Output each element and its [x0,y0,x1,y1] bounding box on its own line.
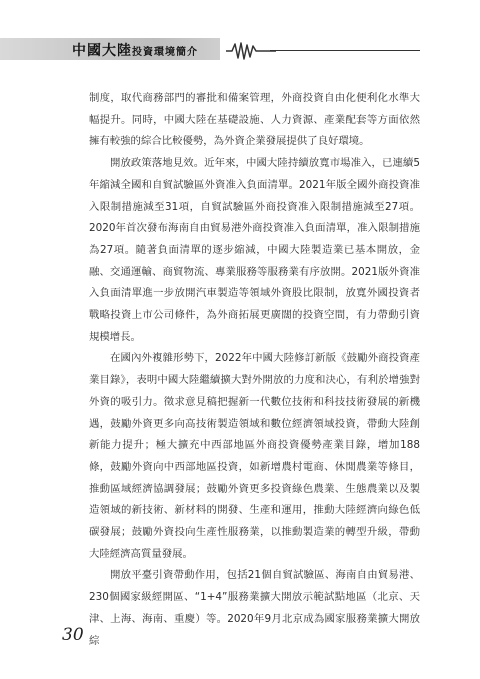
paragraph-2: 開放政策落地見效。近年來，中國大陸持續放寬市場准入，已連續5年縮減全國和自貿試驗區外資准入負面清單。2021年版全國外商投資准入限制措施減至31項，自貿試驗區外商投資准入限制措施減至27項。2020年首次發布海南自由貿易港外商投資准入負面清單，准入限制措施為27項。隨著負面清單的逐步縮減，中國大陸製造業已基本開放，金融、交通運輸、商貿物流、專業服務等服務業有序放開。2021版外資准入負面清單進一步放開汽車製造等領域外資股比限制，放寬外國投資者戰略投資上市公司條件，為外商拓展更廣闊的投資空間，有力帶動引資規模增長。 [89,157,420,343]
paragraph-1: 制度，取代商務部門的審批和備案管理，外商投資自由化便利化水準大幅提升。同時，中國大陸在基礎設施、人力資源、產業配套等方面依然擁有較強的綜合比較優勢，為外資企業發展提供了良好環境。 [89,92,420,148]
paragraph-4: 開放平臺引資帶動作用，包括21個自貿試驗區、海南自由貿易港、230個國家級經開區、“1+4”服務業擴大開放示範試點地區（北京、天津、上海、海南、重慶）等。2020年9月北京成為國家服務業擴大開放綜 [89,569,420,647]
body-text [89,88,420,652]
header-rule [270,50,420,51]
header-title-sub: 投資環境簡介 [132,47,198,58]
paragraph-3: 在國內外複雜形勢下，2022年中國大陸修訂新版《鼓勵外商投資產業目錄》，表明中國大陸繼續擴大對外開放的力度和決心，有利於增強對外資的吸引力。徵求意見稿把握新一代數位技術和科技技術發展的新機遇，鼓勵外資更多向高技術製造領域和數位經濟領域投資，帶動大陸創新能力提升；極大擴充中西部地區外商投資優勢產業目錄，增加188條，鼓勵外資向中西部地區投資，如新增農村電商、休閒農業等條目，推動區域經濟協調發展；鼓勵外資更多投資綠色農業、生態農業以及製造領域的新技術、新材料的開發、生產和運用，推動大陸經濟向綠色低碳發展；鼓勵外資投向生產性服務業，以推動製造業的轉型升級，帶動大陸經濟高質量發展。 [89,352,420,560]
header-title [72,40,198,60]
page-header [0,0,480,70]
heartbeat-wave-icon [226,40,276,62]
page-number: 30 [62,625,84,645]
header-title-main: 中國大陸 [72,43,132,59]
